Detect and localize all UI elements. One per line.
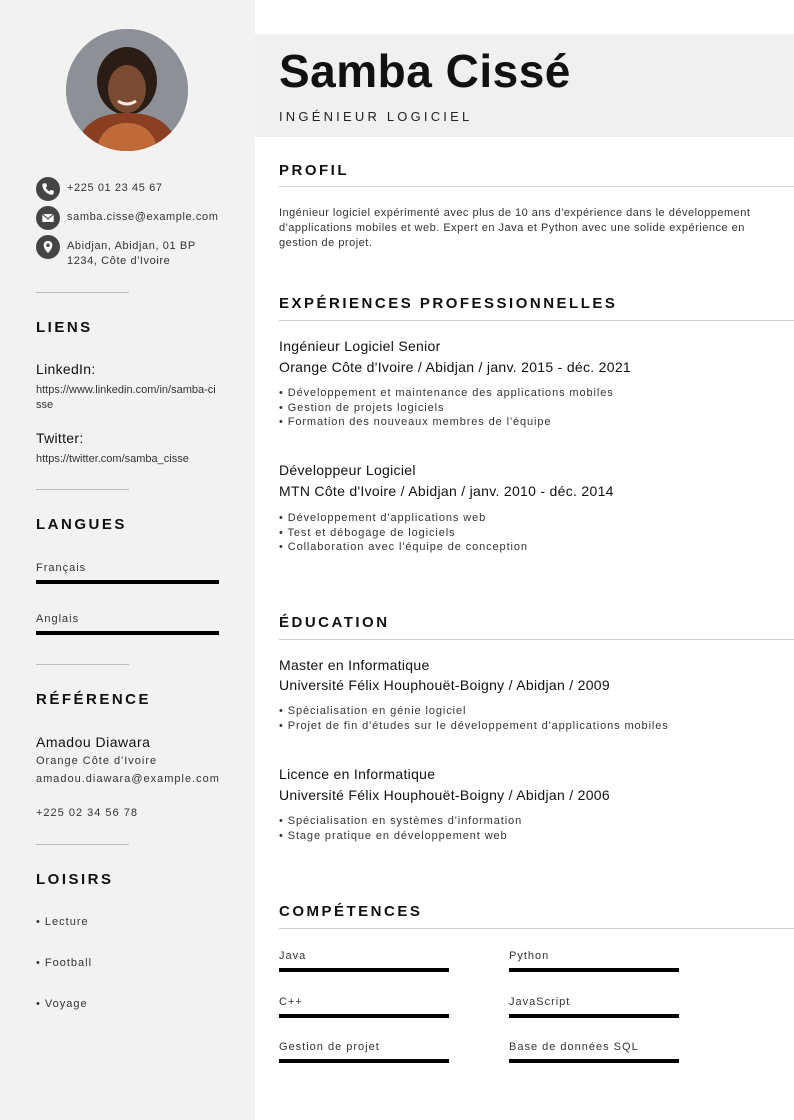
education-title: Licence en Informatique — [279, 766, 436, 782]
hobby-label: Voyage — [44, 998, 88, 1010]
reference-email[interactable]: amadou.diawara@example.com — [36, 773, 220, 785]
list-item: • Formation des nouveaux membres de l'équipe — [279, 415, 614, 430]
contact-phone — [36, 177, 222, 201]
education-subtitle: Université Félix Houphouët-Boigny / Abidjan / 2006 — [279, 787, 610, 803]
twitter-label: Twitter: — [36, 430, 84, 446]
skill-level-bar — [509, 1059, 679, 1063]
education-heading: ÉDUCATION — [279, 614, 390, 631]
hobby-label: Football — [44, 957, 93, 969]
hobby-label: Lecture — [44, 916, 89, 928]
skill-level-bar — [279, 1059, 449, 1063]
section-rule — [279, 928, 794, 929]
phone-icon — [36, 177, 60, 201]
list-item: • Collaboration avec l'équipe de conception — [279, 540, 528, 555]
list-item: • Gestion de projets logiciels — [279, 401, 614, 416]
reference-company: Orange Côte d'Ivoire — [36, 755, 158, 767]
links-heading: LIENS — [36, 319, 93, 336]
divider — [36, 292, 129, 293]
profile-photo — [66, 29, 188, 151]
experience-heading: EXPÉRIENCES PROFESSIONNELLES — [279, 295, 618, 312]
skill-name: C++ — [279, 996, 303, 1008]
main-content — [255, 0, 794, 1120]
sidebar — [0, 0, 255, 1120]
skill-level-bar — [279, 968, 449, 972]
skill-level-bar — [509, 968, 679, 972]
linkedin-link[interactable]: https://www.linkedin.com/in/samba-cisse — [36, 384, 216, 411]
skill-name: Gestion de projet — [279, 1041, 380, 1053]
reference-heading: RÉFÉRENCE — [36, 691, 152, 708]
skill-name: Java — [279, 950, 307, 962]
education-subtitle: Université Félix Houphouët-Boigny / Abidjan / 2009 — [279, 677, 610, 693]
list-item: • Spécialisation en génie logiciel — [279, 704, 669, 719]
hobby-item: • Lecture — [36, 916, 89, 928]
experience-title: Développeur Logiciel — [279, 462, 416, 478]
skill-name: Python — [509, 950, 550, 962]
contact-phone-text: +225 01 23 45 67 — [67, 182, 163, 194]
education-bullets — [279, 814, 522, 843]
hobby-item: • Voyage — [36, 998, 88, 1010]
section-rule — [279, 186, 794, 187]
envelope-icon — [36, 206, 60, 230]
language-level-bar — [36, 580, 219, 584]
profile-summary: Ingénieur logiciel expérimenté avec plus de 10 ans d'expérience dans le développement d'applications mobiles et web. Expert en Java et Python avec une solide expérience en gestion de projet. — [279, 207, 751, 249]
experience-title: Ingénieur Logiciel Senior — [279, 338, 441, 354]
header-band — [255, 34, 794, 137]
experience-subtitle: Orange Côte d'Ivoire / Abidjan / janv. 2015 - déc. 2021 — [279, 359, 632, 375]
contact-address — [36, 235, 222, 269]
twitter-link[interactable]: https://twitter.com/samba_cisse — [36, 453, 189, 465]
languages-heading: LANGUES — [36, 516, 127, 533]
section-rule — [279, 320, 794, 321]
reference-phone: +225 02 34 56 78 — [36, 807, 138, 819]
language-name: Français — [36, 562, 87, 574]
language-level-bar — [36, 631, 219, 635]
location-pin-icon — [36, 235, 60, 259]
hobbies-heading: LOISIRS — [36, 871, 114, 888]
experience-bullets — [279, 511, 528, 555]
contact-email — [36, 206, 222, 230]
list-item: • Spécialisation en systèmes d'information — [279, 814, 522, 829]
skill-name: Base de données SQL — [509, 1041, 639, 1053]
section-rule — [279, 639, 794, 640]
job-title: INGÉNIEUR LOGICIEL — [279, 109, 473, 124]
list-item: • Projet de fin d'études sur le développement d'applications mobiles — [279, 719, 669, 734]
contact-address-text: Abidjan, Abidjan, 01 BP 1234, Côte d'Ivoire — [67, 240, 196, 267]
hobby-item: • Football — [36, 957, 93, 969]
list-item: • Stage pratique en développement web — [279, 829, 522, 844]
contact-email-text: samba.cisse@example.com — [67, 211, 219, 223]
divider — [36, 844, 129, 845]
education-bullets — [279, 704, 669, 733]
divider — [36, 489, 129, 490]
list-item: • Test et débogage de logiciels — [279, 526, 528, 541]
experience-bullets — [279, 386, 614, 430]
education-title: Master en Informatique — [279, 657, 430, 673]
candidate-name: Samba Cissé — [279, 45, 571, 97]
profile-heading: PROFIL — [279, 162, 349, 179]
linkedin-label: LinkedIn: — [36, 361, 96, 377]
language-name: Anglais — [36, 613, 80, 625]
skill-name: JavaScript — [509, 996, 571, 1008]
skill-level-bar — [279, 1014, 449, 1018]
divider — [36, 664, 129, 665]
skill-level-bar — [509, 1014, 679, 1018]
list-item: • Développement et maintenance des applications mobiles — [279, 386, 614, 401]
experience-subtitle: MTN Côte d'Ivoire / Abidjan / janv. 2010 - déc. 2014 — [279, 483, 614, 499]
list-item: • Développement d'applications web — [279, 511, 528, 526]
skills-heading: COMPÉTENCES — [279, 903, 423, 920]
reference-name: Amadou Diawara — [36, 734, 151, 750]
